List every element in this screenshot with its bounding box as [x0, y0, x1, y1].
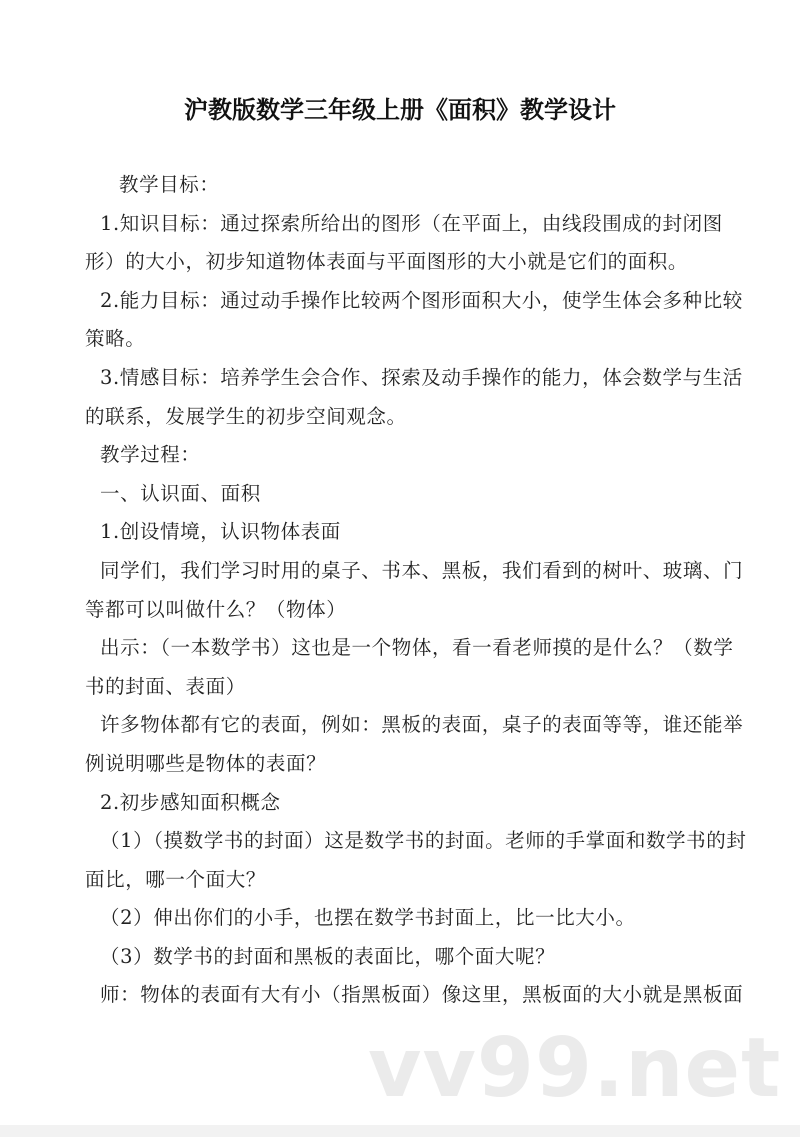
- watermark: vv99.net: [368, 1021, 782, 1116]
- text-line: （1）（摸数学书的封面）这是数学书的封面。老师的手掌面和数学书的封: [100, 829, 747, 853]
- text-line: 一、认识面、面积: [100, 481, 261, 505]
- text-line: 师：物体的表面有大有小（指黑板面）像这里，黑板面的大小就是黑板面: [100, 983, 744, 1007]
- text-line: 策略。: [85, 327, 146, 351]
- text-line: 许多物体都有它的表面，例如：黑板的表面，桌子的表面等等，谁还能举: [100, 713, 744, 737]
- text-line: 教学目标：: [119, 173, 220, 196]
- text-line: 等都可以叫做什么？（物体）: [85, 597, 347, 621]
- text-line: 2.初步感知面积概念: [100, 790, 281, 814]
- text-line: 3.情感目标：培养学生会合作、探索及动手操作的能力，体会数学与生活: [100, 365, 743, 389]
- text-line: （2）伸出你们的小手，也摆在数学书封面上，比一比大小。: [100, 906, 636, 930]
- text-line: 形）的大小，初步知道物体表面与平面图形的大小就是它们的面积。: [85, 250, 689, 274]
- text-line: 教学过程：: [100, 443, 201, 467]
- text-line: 的联系，发展学生的初步空间观念。: [85, 404, 407, 428]
- text-line: 面比，哪一个面大？: [85, 867, 266, 891]
- text-line: 例说明哪些是物体的表面？: [85, 751, 327, 775]
- document-title: 沪教版数学三年级上册《面积》教学设计: [184, 96, 616, 124]
- text-line: 书的封面、表面）: [85, 674, 246, 698]
- document-body: [85, 166, 747, 1015]
- text-line: 1.创设情境，认识物体表面: [100, 520, 341, 544]
- text-line: 出示：（一本数学书）这也是一个物体，看一看老师摸的是什么？（数学: [100, 636, 734, 660]
- text-line: 2.能力目标：通过动手操作比较两个图形面积大小，使学生体会多种比较: [100, 288, 743, 312]
- text-line: 同学们，我们学习时用的桌子、书本、黑板，我们看到的树叶、玻璃、门: [100, 558, 744, 582]
- text-line: 1.知识目标：通过探索所给出的图形（在平面上，由线段围成的封闭图: [100, 211, 723, 235]
- text-line: （3）数学书的封面和黑板的表面比，哪个面大呢？: [100, 944, 556, 968]
